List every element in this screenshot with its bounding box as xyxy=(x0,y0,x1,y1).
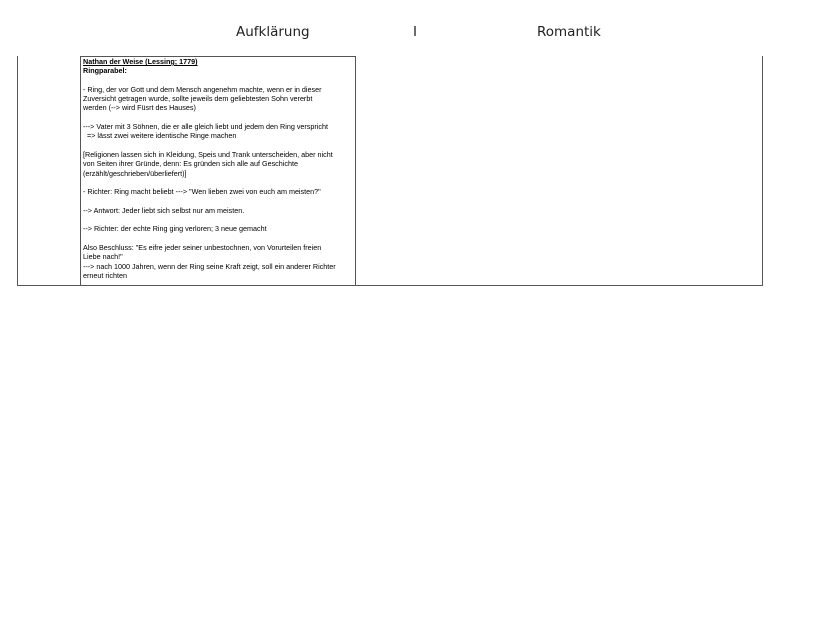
notes-table xyxy=(17,56,763,286)
notes-cell xyxy=(83,57,353,280)
paragraph-gap xyxy=(83,215,353,224)
paragraph-line: --> Antwort: Jeder liebt sich selbst nur am meisten. xyxy=(83,205,245,215)
paragraph-line: ---> nach 1000 Jahren, wenn der Ring seine Kraft zeigt, soll ein anderer Richter xyxy=(83,261,336,271)
paragraph xyxy=(83,224,353,233)
paragraph-line: erneut richten xyxy=(83,270,127,280)
paragraph-line: --> Richter: der echte Ring ging verloren; 3 neue gemacht xyxy=(83,224,267,234)
paragraph-line: werden (--> wird Füsrt des Hauses) xyxy=(83,103,196,113)
empty-left-column xyxy=(18,56,81,285)
header-aufklaerung: Aufklärung xyxy=(236,24,310,40)
paragraph-line: Also Beschluss: "Es eifre jeder seiner unbestochnen, von Vorurteilen freien xyxy=(83,242,322,252)
paragraph-line: Zuversicht getragen wurde, sollte jeweils dem geliebtesten Sohn vererbt xyxy=(83,94,313,104)
paragraph-gap xyxy=(83,141,353,150)
paragraph-line: von Seiten ihrer Gründe, denn: Es gründen sich alle auf Geschichte xyxy=(83,159,298,169)
paragraph-gap xyxy=(83,196,353,205)
paragraph xyxy=(83,206,353,215)
paragraph-line: (erzählt/geschrieben/überliefert)] xyxy=(83,168,187,178)
paragraph xyxy=(83,85,353,113)
paragraph-line: Liebe nach!" xyxy=(83,252,123,262)
cell-title: Nathan der Weise (Lessing; 1779) xyxy=(83,57,198,66)
paragraph-line: - Ring, der vor Gott und dem Mensch angenehm machte, wenn er in dieser xyxy=(83,84,322,94)
cell-paragraphs xyxy=(83,76,353,281)
paragraph xyxy=(83,150,353,178)
paragraph-line: - Richter: Ring macht beliebt ---> "Wen lieben zwei von euch am meisten?" xyxy=(83,187,321,197)
paragraph-line: => lässt zwei weitere identische Ringe machen xyxy=(83,131,237,141)
paragraph xyxy=(83,187,353,196)
paragraph-line: ---> Vater mit 3 Söhnen, die er alle gleich liebt und jedem den Ring verspricht xyxy=(83,122,328,132)
cell-subtitle: Ringparabel: xyxy=(83,66,127,76)
paragraph-gap xyxy=(83,178,353,187)
header-separator: I xyxy=(413,24,417,40)
aufklaerung-column xyxy=(81,56,356,285)
paragraph-gap xyxy=(83,234,353,243)
romantik-column xyxy=(356,56,762,285)
paragraph-gap xyxy=(83,113,353,122)
paragraph xyxy=(83,243,353,280)
paragraph-gap xyxy=(83,76,353,85)
paragraph-line: [Religionen lassen sich in Kleidung, Speis und Trank unterscheiden, aber nicht xyxy=(83,149,333,159)
header-romantik: Romantik xyxy=(537,24,601,40)
paragraph xyxy=(83,122,353,141)
